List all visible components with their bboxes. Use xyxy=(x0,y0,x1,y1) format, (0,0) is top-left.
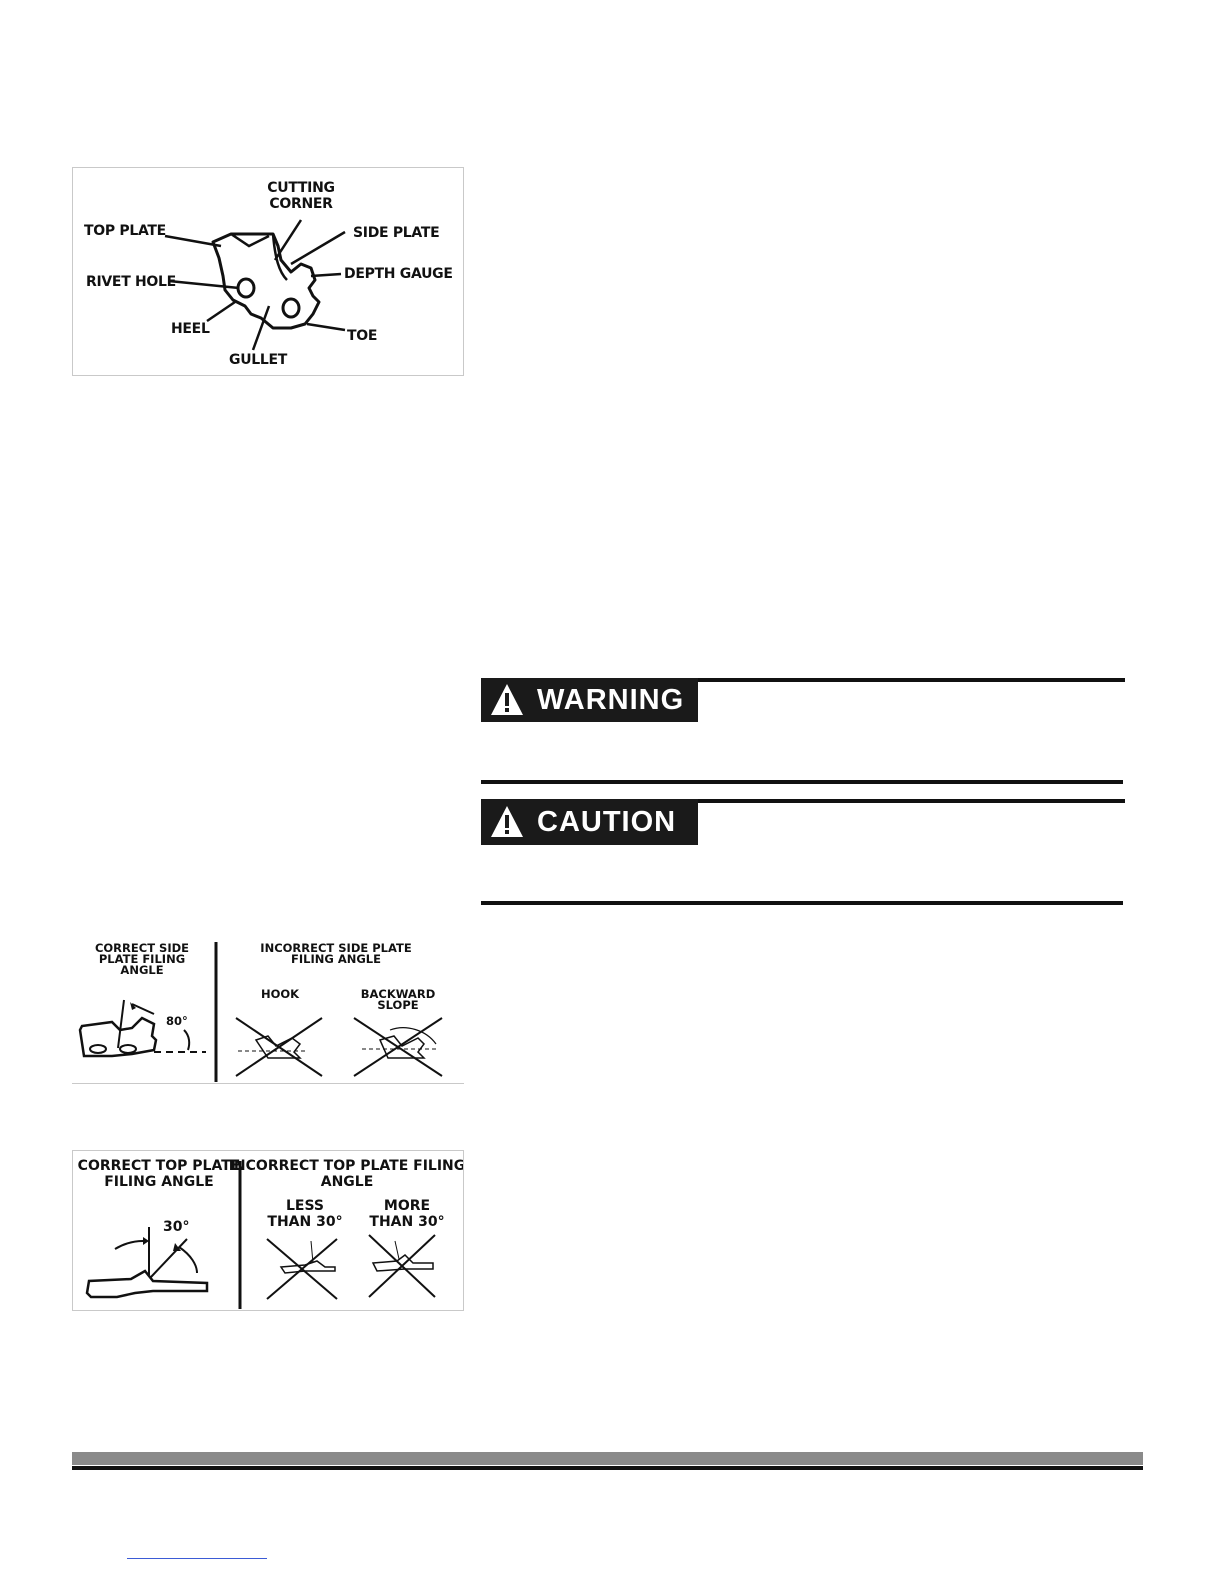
side-correct-title-2: PLATE FILING xyxy=(98,952,186,966)
side-incorrect-title-2: FILING ANGLE xyxy=(291,952,381,966)
side-incorrect-title-1: INCORRECT SIDE PLATE xyxy=(260,941,412,955)
side-correct-title-1: CORRECT SIDE xyxy=(94,941,190,955)
caution-label: CAUTION xyxy=(537,805,677,838)
caution-bottom-rule xyxy=(481,901,1123,905)
side-correct-title-3: ANGLE xyxy=(120,963,164,977)
footer-grey-bar xyxy=(72,1452,1143,1465)
footer-black-rule xyxy=(72,1466,1143,1470)
side-plate-filing-illustration xyxy=(72,940,464,1083)
top-incorrect-title-1: INCORRECT TOP PLATE FILING xyxy=(228,1158,463,1174)
label-cutting-corner-1: CUTTING xyxy=(267,180,335,196)
chain-cutter-illustration xyxy=(73,168,463,375)
warning-triangle-icon xyxy=(489,804,525,840)
label-cutting-corner-2: CORNER xyxy=(269,196,333,212)
warning-badge xyxy=(481,678,698,722)
more-label-2: THAN 30° xyxy=(369,1214,445,1230)
less-label-2: THAN 30° xyxy=(267,1214,343,1230)
top-plate-filing-illustration xyxy=(73,1151,463,1310)
caution-badge xyxy=(481,799,698,845)
less-label-1: LESS xyxy=(285,1198,325,1214)
side-plate-filing-figure xyxy=(72,940,464,1084)
label-depth-gauge: DEPTH GAUGE xyxy=(344,266,453,282)
label-rivet-hole: RIVET HOLE xyxy=(86,274,176,290)
top-angle-label: 30° xyxy=(163,1219,190,1235)
label-heel: HEEL xyxy=(171,321,210,337)
more-label-1: MORE xyxy=(383,1198,431,1214)
hook-label: HOOK xyxy=(260,987,300,1001)
side-angle-label: 80° xyxy=(166,1014,188,1028)
top-correct-title-2: FILING ANGLE xyxy=(104,1174,214,1190)
chain-cutter-diagram xyxy=(72,167,464,376)
label-side-plate: SIDE PLATE xyxy=(353,225,440,241)
warning-bottom-rule xyxy=(481,780,1123,784)
caution-callout xyxy=(481,799,1125,907)
label-gullet: GULLET xyxy=(229,352,288,368)
footer-link-underline[interactable] xyxy=(127,1558,267,1559)
warning-triangle-icon xyxy=(489,682,525,718)
top-incorrect-title-2: ANGLE xyxy=(320,1174,374,1190)
label-toe: TOE xyxy=(347,328,378,344)
warning-callout xyxy=(481,678,1125,784)
top-correct-title-1: CORRECT TOP PLATE xyxy=(77,1158,241,1174)
top-plate-filing-figure xyxy=(72,1150,464,1311)
backward-slope-label-2: SLOPE xyxy=(377,998,419,1012)
backward-slope-label-1: BACKWARD xyxy=(360,987,436,1001)
warning-label: WARNING xyxy=(537,683,685,716)
label-top-plate: TOP PLATE xyxy=(84,223,166,239)
